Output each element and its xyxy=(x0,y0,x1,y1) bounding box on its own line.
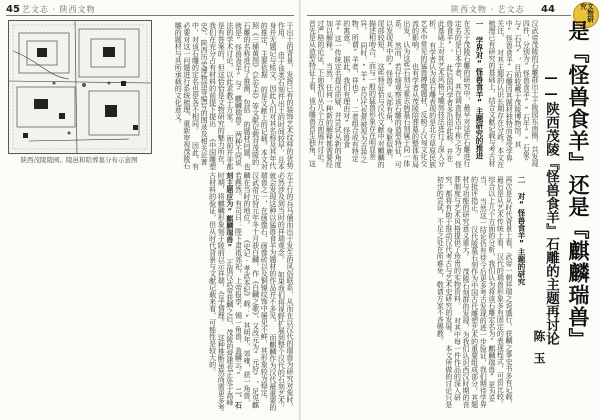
text-column: 当然，任何一种新的解释都需要经过严格的论证，下面我们从几个方面展开讨论。 xyxy=(316,20,334,168)
text-column: 汉武帝元狩元年冬十月获白麟，作《白麟之歌》，又改元为“元狩”，足见麒麟在当时的地位。 xyxy=(243,172,260,409)
article-subtitle: ——陕西茂陵『怪兽食羊』石雕的主题再讨论 xyxy=(543,70,559,345)
map-drawing xyxy=(9,21,151,153)
text-column: 这种推断虽然尚需更多考古材料的验证，但从时代背景与文献记载来看，可能性是较大的。 xyxy=(208,172,226,411)
text-column: 也有学者从茂陵陪葬墓的整体布局出发，认为这些石刻与霍去病墓石刻属于同一体系。 xyxy=(394,20,420,168)
text-column: 对其主题的认识长期存在分歧。本文在梳理已有研究的基础上，结合文献记载与考古材 xyxy=(488,20,505,168)
text-column: 同时，“羊”在汉代也常被视为吉祥之物，所谓“羊者，祥也”，二者组合或有特定的寓意。 xyxy=(342,20,368,163)
intro-text xyxy=(487,20,539,168)
left-page-top-text xyxy=(156,22,294,170)
text-column: 的是文献上的记载。本文对照《三辅黄图》《长安志》等文献记载对茂陵的石雕的名称进行了推测，包括 xyxy=(243,22,269,170)
section-heading-2: 二 对“怪兽食羊”主题的研究 xyxy=(517,176,526,286)
running-header-right: 陕西文物 · 艺文志 xyxy=(451,5,525,14)
text-column: 正值汉武帝获麟之后，茂陵的营建也正处于高峰时期，将麒麟形象刻于陵前以示祥瑞，合乎情理。 xyxy=(217,172,234,406)
text-column: 据此，我们有理由对“怪兽食羊”这一传统定名提出质疑，并尝试从新的角度加以解释。 xyxy=(325,20,351,168)
section-heading-1: 一 学界对“怪兽食羊”主题研究的推进 xyxy=(475,20,484,160)
text-column: 与“石马”，目前收藏于茂陵博物馆。其中“怪兽食羊”石雕因其题材独特而备受学界关注， xyxy=(496,20,522,162)
text-column: 有学者认为该石雕表现的是北方草原民族艺术中常见的猛兽搏噬题材，反映了汉匈文化交流的影响。 xyxy=(411,20,437,168)
text-column: 面前并非都是有答案的，但这恰恰是文物研究的魅力所在，我们在充分占有材料的前提下提出 xyxy=(208,22,234,170)
text-column: 如果我们将视野扩展到整个汉代的石刻艺术，就会发现这种以猛兽食羊为题材的作品并不多见， xyxy=(268,172,286,411)
text-column: 茂陵石刻群的发现，为我们认识西汉时期的丧葬制度与艺术风格提供了珍贵的实物资料。 xyxy=(453,176,471,408)
right-page xyxy=(301,0,600,420)
text-column: 《中国雕塑史》、陕西历史博物馆等编写的图录及相关论著中，对该石雕的定名也是各不相同。 xyxy=(191,22,217,170)
left-page xyxy=(0,0,299,420)
text-column: 再次是从时代背景上看，武帝一朝祥瑞之说盛行，获麟之事史书多有记载， xyxy=(505,176,513,407)
text-column: 由于该类石刻件出土的时间较早，且本身并无题记与铭文，因此人们对其名称及其年代的推定，主要依据 xyxy=(260,22,286,170)
article-author: 陈玉 xyxy=(532,330,546,374)
text-column: 因此，有必要对这一问题进行系统梳理，重新审视茂陵石雕的题材与其所承载的文化意义。 xyxy=(174,22,200,170)
page-number-right: 44 xyxy=(541,4,555,15)
text-column: 汉武帝茂陵的石雕群出土于陵园东南侧，共发现四件，分别为“怪兽食羊”“石牛”“石象” xyxy=(522,20,539,167)
text-column: 《史记·孝武本纪》载：“其明年，郊雍，获一角兽，若麃然。有司曰：陛下肃祗郊祀，上帝报享，锡一角兽，盖麟云。” xyxy=(234,172,252,406)
section-heading-left: 二、石刻主题应为“麒麟瑞兽” xyxy=(225,172,243,409)
text-column: 综合以上几个方面的分析，我们认为将该石雕定名为“麒麟瑞兽”更为妥当， xyxy=(479,176,496,402)
left-page-bottom-text xyxy=(6,172,294,412)
article-title: 是『怪兽食羊』还是『麒麟瑞兽』 xyxy=(566,20,591,350)
text-column: 的题材问题，也就是“怪兽食羊”与“麒麟瑞兽”两种不同说法的学术讨论，以此求教于方家。 xyxy=(225,22,252,170)
text-column: 当然这一结论仍有待今后更多考古发现的进一步验证，我们期待学界的批评指正。 xyxy=(470,176,488,408)
header-rule-left xyxy=(6,15,294,16)
header-rule-right xyxy=(307,15,571,16)
body-text-upper xyxy=(307,20,471,168)
map-caption: 陕西茂陵陵园、陵邑和陪葬墓分布示意图 xyxy=(20,156,138,164)
text-column: 在关于茂陵石雕的研究中，最早对这件石雕进行定名的是日本学者，其在调查报告中称之为“怪兽食羊”。 xyxy=(445,20,471,168)
text-column: 左于行的兵马俑而出于发生的风俗联系，从而在以汉代的瑞兽为研究对象时，必然涉及到当时的祥瑞观念。 xyxy=(277,172,294,410)
text-column: 对其中每一件作品的深入研究，都将有助于推动汉代考古与艺术史研究的发展。 xyxy=(444,176,462,401)
text-column: 于出土的背景，发挥已有的装饰艺术纹样的优势作用。 xyxy=(277,22,294,169)
text-column: 本文所做的讨论只是初步的尝试，不足之处在所难免，敬请方家不吝赐教。 xyxy=(436,176,453,408)
site-map-figure xyxy=(8,20,152,154)
running-header-left: 艺文志 · 陕西文物 xyxy=(22,5,96,14)
category-badge-text: 文物研究 xyxy=(579,3,594,23)
text-column: 然而，若仔细观察该石雕的造型特征，可以发现其中的“怪兽”头部有角，身躯似鹿，尾部较短， xyxy=(377,20,403,168)
text-column: 首先是从造型特征上看，该石雕兽首生独角，这 xyxy=(308,20,317,167)
text-column: 汉代陵墓石刻作为中国古代雕塑艺术的重要组成部分，其题材与功能的研究意义重大。 xyxy=(462,176,479,408)
body-text-lower xyxy=(307,176,513,412)
page-number-left: 45 xyxy=(6,4,20,15)
text-column: 而麒麟作为汉代最重要的瑞兽之一，在画像石、画像砖以及铜镜纹饰中屡见不鲜，其形象较为稳定。 xyxy=(260,172,277,411)
text-column: 此后国内学者多沿用此称，并在此基础上对其艺术风格与雕刻技法进行了深入分析。 xyxy=(428,20,454,167)
text-column: 最后是从艺术传统上看，汉代的瑞兽形象多有固定的表现程式，可资比较。 xyxy=(496,176,505,407)
text-column: 这些特征恰与汉代文献中对麒麟的描述相吻合，而与一般的猛兽形象存在明显差异。 xyxy=(359,20,386,168)
